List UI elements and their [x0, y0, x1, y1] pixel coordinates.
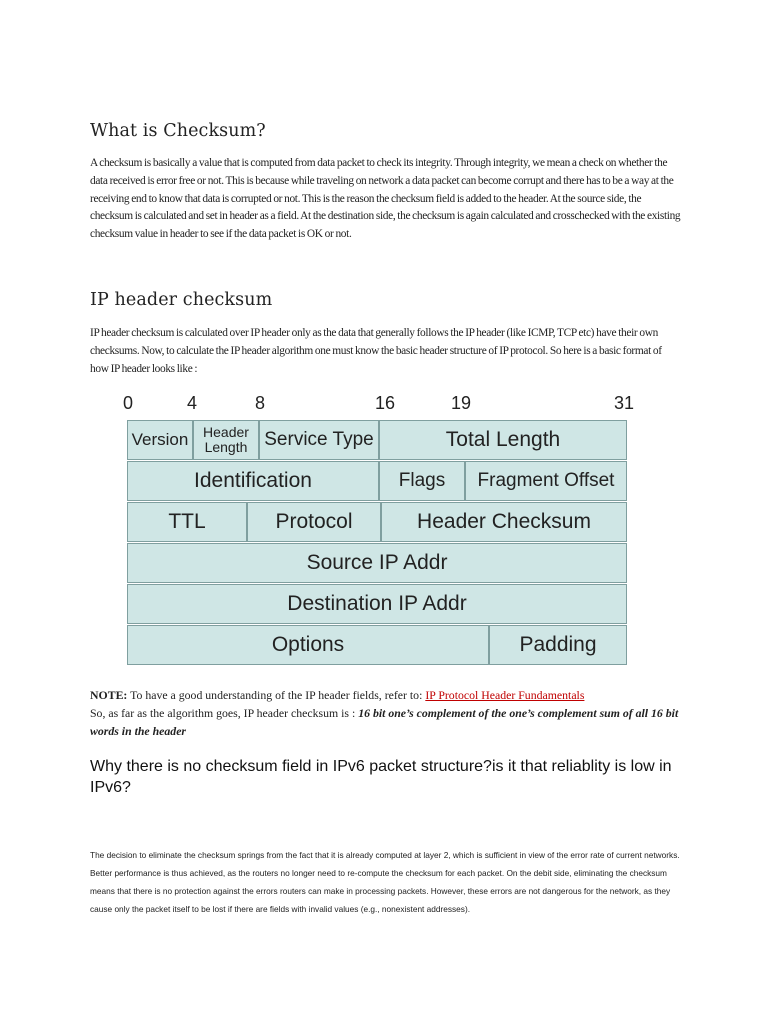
diagram-row [127, 502, 627, 542]
cell-service-type: Service Type [259, 420, 379, 460]
note-block [90, 686, 680, 740]
bit-label: 19 [450, 393, 472, 413]
checksum-paragraph: A checksum is basically a value that is computed from data packet to check its integrity. Through integrity, we mean a check on whether the data received is error free or not. This is because while traveling on network a data packet can become corrupt and there has to be a way at the receiving end to know that data is corrupted or not. This is the reason the checksum field is added to the header. At the source side, the checksum is calculated and set in header as a field. At the destination side, the checksum is again calculated and crosschecked with the existing checksum value in header to see if the data packet is OK or not. [90, 157, 681, 241]
diagram-row [127, 461, 627, 501]
cell-options: Options [127, 625, 489, 665]
note-text: To have a good understanding of the IP header fields, refer to: [127, 688, 426, 702]
cell-padding: Padding [489, 625, 627, 665]
diagram-row [127, 420, 627, 460]
bit-label: 0 [122, 393, 134, 413]
cell-flags: Flags [379, 461, 465, 501]
cell-destination-ip: Destination IP Addr [127, 584, 627, 624]
cell-header-length: Header Length [193, 420, 259, 460]
bit-label: 8 [254, 393, 266, 413]
cell-identification: Identification [127, 461, 379, 501]
ip-header-diagram [127, 420, 627, 665]
note-label: NOTE: [90, 688, 128, 702]
cell-total-length: Total Length [379, 420, 627, 460]
algorithm-emphasis: 16 bit one’s complement of the one’s complement sum of all 16 bit words in the header [90, 706, 679, 738]
cell-source-ip: Source IP Addr [127, 543, 627, 583]
bit-label: 31 [613, 393, 635, 413]
ipv6-answer-paragraph: The decision to eliminate the checksum springs from the fact that it is already computed at layer 2, which is sufficient in view of the error rate of current networks. Better performance is thus achieved, as the routers no longer need to re-compute the checksum for each packet. On the debit side, eliminating the checksum means that there is no protection against the errors routers can make in processing packets. However, these errors are not dangerous for the network, as they cause only the packet itself to be lost if there are fields with invalid values (e.g., nonexistent addresses). [90, 850, 680, 914]
section-title-ip-header-checksum: IP header checksum [90, 290, 273, 310]
bit-scale [0, 393, 768, 415]
ip-header-paragraph: IP header checksum is calculated over IP header only as the data that generally follows the IP header (like ICMP, TCP etc) have their own checksums. Now, to calculate the IP header algorithm one must know the basic header structure of IP protocol. So here is a basic format of how IP header looks like : [90, 327, 662, 375]
cell-version: Version [127, 420, 193, 460]
cell-header-checksum: Header Checksum [381, 502, 627, 542]
cell-protocol: Protocol [247, 502, 381, 542]
cell-ttl: TTL [127, 502, 247, 542]
diagram-row [127, 584, 627, 624]
bit-label: 16 [374, 393, 396, 413]
bit-label: 4 [186, 393, 198, 413]
ipv6-question-heading: Why there is no checksum field in IPv6 packet structure?is it that reliablity is low in IPv6? [90, 758, 672, 796]
cell-fragment-offset: Fragment Offset [465, 461, 627, 501]
ip-protocol-header-link[interactable]: IP Protocol Header Fundamentals [425, 688, 585, 702]
diagram-row [127, 543, 627, 583]
diagram-row [127, 625, 627, 665]
algorithm-text: So, as far as the algorithm goes, IP header checksum is : [90, 706, 359, 720]
section-title-checksum: What is Checksum? [90, 121, 266, 141]
